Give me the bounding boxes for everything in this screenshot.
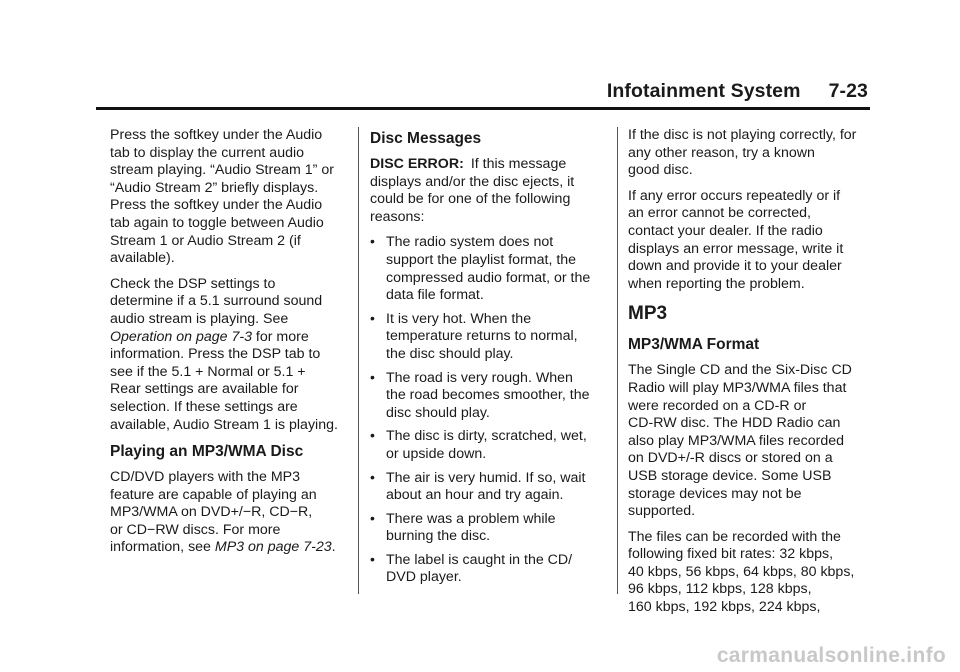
text-line: following fixed bit rates: 32 kbps, — [628, 546, 834, 563]
heading-mp3-wma-format: MP3/WMA Format — [628, 336, 760, 354]
text-line: determine if a 5.1 surround sound — [110, 293, 323, 310]
mp3-format-paragraph — [628, 362, 873, 520]
text-line: down and provide it to your dealer — [628, 258, 842, 275]
text-line: The disc is dirty, scratched, wet, — [386, 428, 587, 445]
text-line: displays an error message, write it — [628, 240, 844, 257]
text-line: an error cannot be corrected, — [628, 205, 811, 222]
text-line: DVD player. — [386, 569, 462, 586]
list-item — [370, 552, 608, 587]
text-line: stream playing. “Audio Stream 1” or — [110, 162, 334, 179]
text-line: If the disc is not playing correctly, for — [628, 127, 857, 143]
text-line: see if the 5.1 + Normal or 5.1 + — [110, 363, 306, 380]
text-line: 160 kbps, 192 kbps, 224 kbps, — [628, 599, 821, 616]
list-item — [370, 311, 608, 364]
text-line: data file format. — [386, 287, 484, 304]
audio-stream-paragraph — [110, 127, 355, 268]
disc-error-reasons — [370, 234, 608, 587]
bullet-icon: • — [370, 509, 375, 526]
text-line: or upside down. — [386, 445, 487, 462]
text-line: Check the DSP settings to — [110, 275, 276, 292]
list-item — [370, 428, 608, 463]
text-line: the disc should play. — [386, 345, 514, 362]
text-line: The air is very humid. If so, wait — [386, 469, 586, 486]
text-line: audio stream is playing. See — [110, 310, 289, 327]
text-line: when reporting the problem. — [628, 275, 805, 292]
mp3-page-link[interactable]: MP3 on page 7‑23 — [214, 539, 332, 556]
text-line: supported. — [628, 503, 696, 520]
column-1 — [110, 127, 355, 565]
bullet-icon: • — [370, 368, 375, 385]
page-header — [96, 80, 868, 106]
column-divider-1 — [358, 127, 359, 594]
text-line: on DVD+/-R discs or stored on a — [628, 450, 833, 467]
text-line: 96 kbps, 112 kbps, 128 kbps, — [628, 581, 812, 598]
text-line: The label is caught in the CD/ — [386, 551, 573, 568]
text-line: any other reason, try a known — [628, 144, 815, 161]
text-line: The radio system does not — [386, 234, 554, 251]
list-item — [370, 370, 608, 423]
text-line: feature are capable of playing an — [110, 486, 317, 503]
text-line: or CD−RW discs. For more — [110, 521, 281, 538]
heading-mp3: MP3 — [628, 303, 668, 325]
text-line: good disc. — [628, 162, 693, 179]
bullet-icon: • — [370, 427, 375, 444]
text-line: CD/DVD players with the MP3 — [110, 469, 301, 486]
text-line: burning the disc. — [386, 528, 491, 545]
text-line: were recorded on a CD-R or — [628, 397, 807, 414]
text-line: The road is very rough. When — [386, 369, 573, 386]
column-divider-2 — [617, 127, 618, 594]
header-rule — [96, 107, 870, 110]
text-line: Radio will play MP3/WMA files that — [628, 379, 847, 396]
list-item — [370, 470, 608, 505]
text-line: reasons: — [370, 208, 425, 225]
disc-not-playing-paragraph — [628, 127, 873, 180]
text-line: 40 kbps, 56 kbps, 64 kbps, 80 kbps, — [628, 563, 855, 580]
heading-disc-messages: Disc Messages — [370, 130, 482, 147]
section-title: Infotainment System — [606, 80, 801, 102]
text-line: Rear settings are available for — [110, 381, 299, 398]
dsp-paragraph: Check the DSP settings to determine if a 5.1 surround sound audio stream is playing. See Operation on page 7‑3 for more information. Press the DSP tab to see if the 5.1 + Normal or 5.1 + Rear settings are available for selection. If these settings are available, Audio Stream 1 is playing. — [110, 276, 355, 434]
text-line: MP3/WMA on DVD+/−R, CD−R, — [110, 504, 313, 521]
bullet-icon: • — [370, 550, 375, 567]
text-line: also play MP3/WMA files recorded — [628, 432, 845, 449]
heading-playing-mp3: Playing an MP3/WMA Disc — [110, 443, 304, 461]
text-line: Press the softkey under the Audio — [110, 127, 323, 143]
text-line: tab to display the current audio — [110, 144, 305, 161]
page-number: 7-23 — [828, 80, 868, 102]
text-line: contact your dealer. If the radio — [628, 222, 823, 239]
text-line: displays and/or the disc ejects, it — [370, 173, 575, 190]
mp3-disc-paragraph: CD/DVD players with the MP3 feature are capable of playing an MP3/WMA on DVD+/−R, CD−R, or CD−RW discs. For more information, see MP3 on page 7‑23. — [110, 469, 355, 557]
column-3 — [628, 127, 873, 625]
text-line: available). — [110, 250, 175, 267]
bullet-icon: • — [370, 309, 375, 326]
watermark-text: carmanualsonline.info — [716, 644, 946, 667]
text-line: The files can be recorded with the — [628, 528, 841, 545]
text-line: support the playlist format, the — [386, 251, 577, 268]
text-line: Stream 1 or Audio Stream 2 (if — [110, 232, 301, 249]
contact-dealer-paragraph — [628, 188, 873, 294]
list-item — [370, 234, 608, 304]
text-line: compressed audio format, or the — [386, 269, 591, 286]
text-line: about an hour and try again. — [386, 487, 564, 504]
column-2 — [370, 127, 608, 593]
text-line: There was a problem while — [386, 510, 556, 527]
bullet-icon: • — [370, 468, 375, 485]
text-line: It is very hot. When the — [386, 310, 532, 327]
text-line: storage devices may not be — [628, 485, 802, 502]
bullet-icon: • — [370, 233, 375, 250]
text-line: could be for one of the following — [370, 191, 571, 208]
operation-page-link[interactable]: Operation on page 7‑3 — [110, 328, 252, 345]
text-line: the road becomes smoother, the — [386, 387, 590, 404]
disc-error-paragraph: DISC ERROR: If this message displays and/or the disc ejects, it could be for one of the following reasons: — [370, 156, 608, 226]
text-line: The Single CD and the Six-Disc CD — [628, 362, 852, 379]
text-line: If any error occurs repeatedly or if — [628, 187, 841, 204]
text-line: tab again to toggle between Audio — [110, 214, 324, 231]
disc-error-label: DISC ERROR: — [370, 156, 464, 172]
text-line: Press the softkey under the Audio — [110, 197, 323, 214]
text-line: CD-RW disc. The HDD Radio can — [628, 415, 841, 432]
text-line: available, Audio Stream 1 is playing. — [110, 416, 338, 433]
text-line: temperature returns to normal, — [386, 328, 578, 345]
text-line: disc should play. — [386, 404, 490, 421]
text-line: “Audio Stream 2” briefly displays. — [110, 179, 319, 196]
bit-rates-paragraph — [628, 529, 873, 617]
list-item — [370, 511, 608, 546]
text-line: selection. If these settings are — [110, 398, 298, 415]
text-line: information. Press the DSP tab to — [110, 346, 321, 363]
text-line: USB storage device. Some USB — [628, 467, 832, 484]
